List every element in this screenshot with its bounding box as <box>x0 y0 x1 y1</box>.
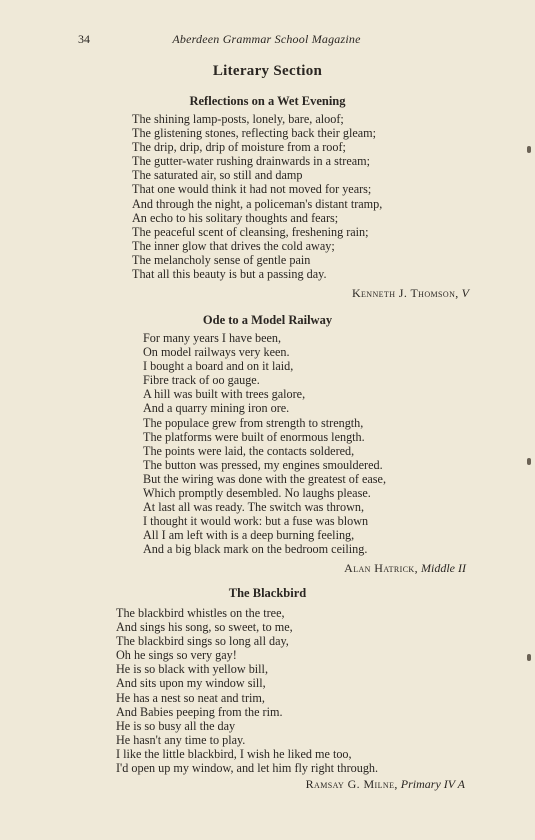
poem-line: The gutter-water rushing drainwards in a stream; <box>132 154 371 169</box>
poem-blackbird <box>116 606 378 775</box>
poem-title-blackbird: The Blackbird <box>228 586 307 600</box>
page-number: 34 <box>78 32 90 46</box>
page-header <box>78 32 455 50</box>
poem-line: Which promptly desembled. No laughs please. <box>143 486 371 501</box>
poem-line: And a quarry mining iron ore. <box>143 401 290 416</box>
poem-line: On model railways very keen. <box>143 345 290 360</box>
poem-line: The blackbird sings so long all day, <box>116 634 289 649</box>
poem-line: The blackbird whistles on the tree, <box>116 606 285 620</box>
poem-line: The inner glow that drives the cold away; <box>132 238 335 253</box>
poem-attribution <box>306 777 465 792</box>
running-title: Aberdeen Grammar School Magazine <box>172 32 361 46</box>
poem-title-reflections: Reflections on a Wet Evening <box>189 94 346 108</box>
poem-attribution <box>344 561 466 576</box>
poem-line: The populace grew from strength to strength, <box>143 415 364 430</box>
poem-line: He has a nest so neat and trim, <box>116 690 265 705</box>
poem-title-railway: Ode to a Model Railway <box>202 313 333 327</box>
poem-line: The points were laid, the contacts soldered, <box>143 443 355 458</box>
poem-line: He is so black with yellow bill, <box>116 662 268 677</box>
poem-line: I bought a board and on it laid, <box>143 359 294 374</box>
binding-mark <box>527 654 531 661</box>
poem-line: The melancholy sense of gentle pain <box>132 252 311 267</box>
author-form: Middle II <box>421 561 466 575</box>
poem-line: And a big black mark on the bedroom ceiling. <box>143 542 368 557</box>
section-title: Literary Section <box>212 63 323 79</box>
poem-line: A hill was built with trees galore, <box>143 387 306 402</box>
poem-line: An echo to his solitary thoughts and fears; <box>132 210 339 225</box>
poem-line: He hasn't any time to play. <box>116 732 246 747</box>
binding-mark <box>527 146 531 153</box>
poem-reflections <box>132 112 382 281</box>
poem-line: But the wiring was done with the greatest of ease, <box>143 471 387 486</box>
poem-line: The peaceful scent of cleansing, freshening rain; <box>132 224 369 239</box>
author-name: Alan Hatrick, <box>344 561 419 575</box>
poem-line: I'd open up my window, and let him fly right through. <box>116 761 379 776</box>
poem-line: That all this beauty is but a passing day. <box>132 267 327 282</box>
poem-line: And through the night, a policeman's distant tramp, <box>132 196 383 211</box>
poem-line: The shining lamp-posts, lonely, bare, aloof; <box>132 112 344 126</box>
poem-line: The saturated air, so still and damp <box>132 168 303 183</box>
author-name: Kenneth J. Thomson, <box>351 286 459 300</box>
poem-line: I like the little blackbird, I wish he liked me too, <box>116 746 352 761</box>
poem-line: The drip, drip, drip of moisture from a roof; <box>132 140 346 155</box>
poem-line: Fibre track of oo gauge. <box>143 373 260 388</box>
poem-line: At last all was ready. The switch was thrown, <box>143 500 365 515</box>
poem-line: And Babies peeping from the rim. <box>116 704 283 719</box>
binding-mark <box>527 458 531 465</box>
poem-line: The button was pressed, my engines smouldered. <box>143 457 383 472</box>
poem-line: And sings his song, so sweet, to me, <box>116 620 293 635</box>
poem-railway <box>143 331 386 557</box>
poem-line: For many years I have been, <box>143 331 282 345</box>
author-form: V <box>461 286 469 300</box>
poem-line: Oh he sings so very gay! <box>116 648 237 663</box>
author-form: Primary IV A <box>400 777 465 791</box>
poem-line: That one would think it had not moved for years; <box>132 182 372 197</box>
poem-line: And sits upon my window sill, <box>116 676 266 691</box>
poem-line: The glistening stones, reflecting back their gleam; <box>132 126 377 141</box>
author-name: Ramsay G. Milne, <box>305 777 398 791</box>
poem-line: The platforms were built of enormous length. <box>143 429 365 444</box>
poem-line: All I am left with is a deep burning feeling, <box>143 528 355 543</box>
poem-line: He is so busy all the day <box>116 718 236 733</box>
poem-attribution <box>352 286 469 301</box>
poem-line: I thought it would work: but a fuse was blown <box>143 514 369 529</box>
